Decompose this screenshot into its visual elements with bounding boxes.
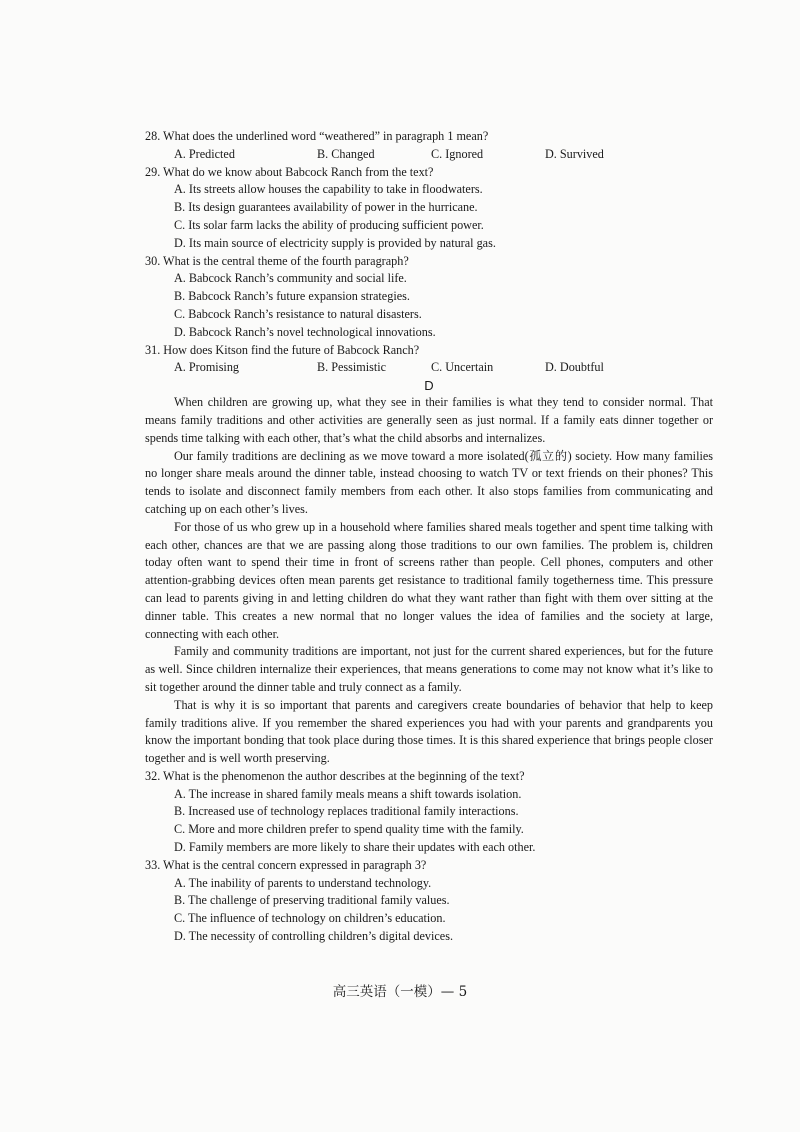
q29-option-a: A. Its streets allow houses the capability to take in floodwaters.	[174, 182, 483, 197]
q31-option-d: D. Doubtful	[545, 360, 604, 375]
q29-option-c: C. Its solar farm lacks the ability of producing sufficient power.	[174, 217, 484, 232]
q30-option-d: D. Babcock Ranch’s novel technological innovations.	[174, 324, 436, 339]
passage-paragraph-2: Our family traditions are declining as we move toward a more isolated(孤立的) society. How many families no longer share meals around the dinner table, instead choosing to watch TV or text friends on their phones? This tends to isolate and disconnect family members from each other. It also stops families from communicating and catching up on each other’s lives.	[145, 448, 713, 516]
q28-option-a: A. Predicted	[174, 146, 235, 161]
q32-option-c: C. More and more children prefer to spend quality time with the family.	[174, 822, 524, 837]
q33-option-d: D. The necessity of controlling children’s digital devices.	[174, 929, 454, 944]
q32-option-b: B. Increased use of technology replaces traditional family interactions.	[174, 804, 519, 819]
q30-option-b: B. Babcock Ranch’s future expansion strategies.	[174, 289, 410, 304]
q32-option-a: A. The increase in shared family meals means a shift towards isolation.	[174, 786, 522, 801]
question-31-stem: 31. How does Kitson find the future of Babcock Ranch?	[145, 342, 420, 357]
question-32-stem: 32. What is the phenomenon the author describes at the beginning of the text?	[145, 768, 525, 783]
section-label: D	[424, 378, 434, 394]
q30-option-a: A. Babcock Ranch’s community and social life.	[174, 271, 407, 286]
q30-option-c: C. Babcock Ranch’s resistance to natural disasters.	[174, 306, 422, 321]
q31-option-a: A. Promising	[174, 360, 240, 375]
question-28-options	[145, 146, 713, 164]
page-content	[145, 128, 713, 946]
q28-option-d: D. Survived	[545, 146, 604, 161]
q31-option-b: B. Pessimistic	[317, 360, 387, 375]
question-31-options	[145, 359, 713, 377]
q29-option-b: B. Its design guarantees availability of power in the hurricane.	[174, 200, 478, 215]
question-28-stem: 28. What does the underlined word “weathered” in paragraph 1 mean?	[145, 129, 489, 143]
q29-option-d: D. Its main source of electricity supply is provided by natural gas.	[174, 235, 496, 250]
question-29-stem: 29. What do we know about Babcock Ranch from the text?	[145, 164, 434, 179]
q33-option-b: B. The challenge of preserving traditional family values.	[174, 893, 450, 908]
passage-paragraph-4: Family and community traditions are important, not just for the current shared experiences, but for the future as well. Since children internalize their experiences, that means generations to come may not know what it’s like to sit together around the dinner table and truly connect as a family.	[145, 644, 713, 694]
q28-option-b: B. Changed	[317, 146, 375, 161]
passage-paragraph-3: For those of us who grew up in a household where families shared meals together and spent time talking with each other, chances are that we are passing along those traditions to our own families. The problem is, children today often want to spend their time in front of screens rather than people. Cell phones, computers and other attention-grabbing devices often mean parents get resistance to traditional family togetherness time. This pressure can lead to parents giving in and letting children do what they want rather than fight with them over sitting at the dinner table. This creates a new normal that no longer values the idea of families and the society at large, connecting with each other.	[145, 519, 713, 641]
q32-option-d: D. Family members are more likely to share their updates with each other.	[174, 840, 536, 855]
q33-option-a: A. The inability of parents to understand technology.	[174, 875, 432, 890]
passage-paragraph-1: When children are growing up, what they see in their families is what they tend to consider normal. That means family traditions and other activities are generally seen as just normal. If a family eats dinner together or spends time talking with each other, that’s what the child absorbs and internalizes.	[145, 395, 713, 445]
page-footer: 高三英语（一模）— 5	[332, 984, 468, 1000]
q28-option-c: C. Ignored	[431, 146, 484, 161]
q33-option-c: C. The influence of technology on children’s education.	[174, 911, 446, 926]
q31-option-c: C. Uncertain	[431, 360, 494, 375]
question-33-stem: 33. What is the central concern expressed in paragraph 3?	[145, 857, 427, 872]
passage-paragraph-5: That is why it is so important that parents and caregivers create boundaries of behavior that help to keep family traditions alive. If you remember the shared experiences you had with your parents and grandparents you know the important bonding that took place during those times. It is this shared experience that brings people closer together and is well worth preserving.	[145, 697, 713, 766]
question-30-stem: 30. What is the central theme of the fourth paragraph?	[145, 253, 409, 268]
